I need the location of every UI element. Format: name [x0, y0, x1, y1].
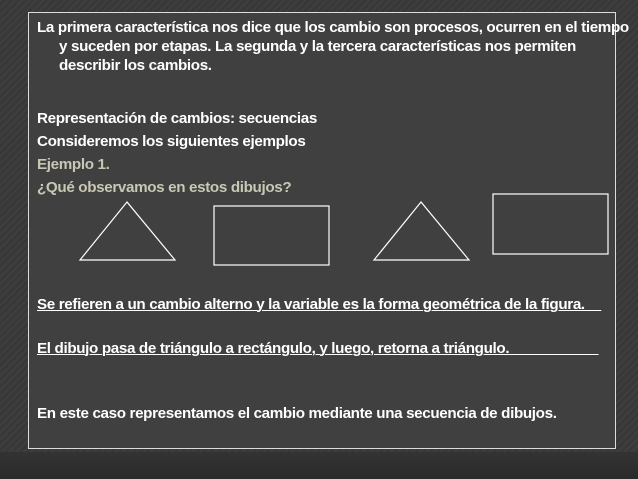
triangle-icon	[374, 202, 469, 260]
rectangle-icon	[214, 206, 329, 265]
rectangle-icon	[493, 194, 608, 254]
example-label: Ejemplo 1.	[37, 156, 110, 173]
triangle-icon	[80, 202, 175, 260]
conclusion-paragraph: En este caso representamos el cambio mediante una secuencia de dibujos.	[37, 405, 557, 422]
intro-paragraph: La primera característica nos dice que los cambio son procesos, ocurren en el tiempo y suceden por etapas. La segunda y la tercera características nos permiten describir los cambios.	[37, 19, 629, 74]
section-heading: Representación de cambios: secuencias	[37, 110, 317, 127]
consider-line: Consideremos los siguientes ejemplos	[37, 133, 306, 150]
answer-alternating-change: Se refieren a un cambio alterno y la variable es la forma geométrica de la figura.__	[37, 296, 601, 313]
answer-triangle-rectangle: El dibujo pasa de triángulo a rectángulo, y luego, retorna a triángulo.___________	[37, 340, 599, 357]
question-line: ¿Qué observamos en estos dibujos?	[37, 179, 292, 196]
